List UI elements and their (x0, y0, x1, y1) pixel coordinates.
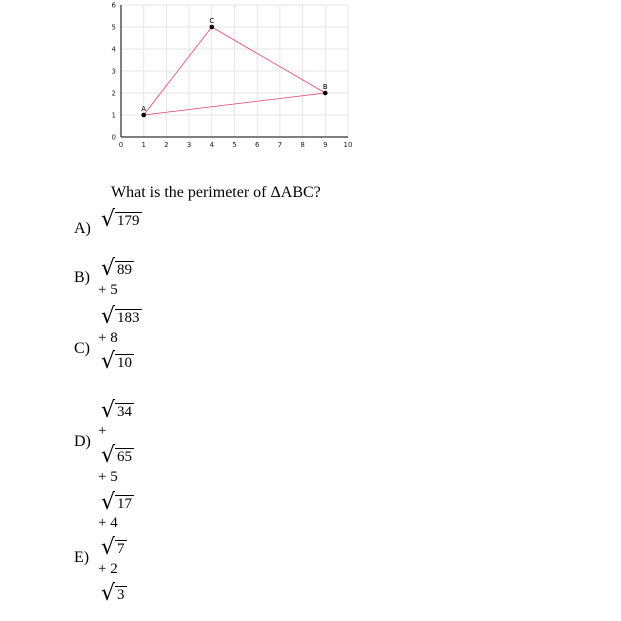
radicand: 179 (117, 213, 140, 229)
choice-c-letter[interactable]: C) (74, 340, 90, 357)
x-tick-label: 10 (343, 141, 353, 149)
sqrt-icon: √ (101, 304, 116, 329)
choice-e-term-1: + 4 (98, 515, 118, 531)
choice-a-radical-1 (101, 209, 142, 231)
y-tick-label: 2 (111, 89, 116, 98)
radicand: 7 (117, 541, 125, 557)
sqrt-icon: √ (101, 535, 116, 560)
point-a (141, 113, 146, 118)
x-tick-label: 2 (164, 141, 169, 149)
sqrt-icon: √ (101, 398, 116, 423)
coordinate-plot (0, 0, 360, 160)
sqrt-icon: √ (101, 443, 116, 468)
choice-e-letter[interactable]: E) (74, 549, 90, 566)
choice-d-radical-1 (101, 400, 134, 422)
sqrt-icon: √ (101, 581, 116, 606)
y-tick-label: 4 (111, 45, 116, 54)
x-tick-label: 6 (254, 141, 260, 149)
x-tick-label: 8 (300, 141, 305, 149)
point-b (323, 91, 328, 96)
sqrt-icon: √ (101, 490, 116, 515)
choice-e-radical-1 (101, 492, 134, 514)
y-tick-label: 3 (111, 67, 116, 76)
radicand: 17 (117, 496, 133, 512)
choice-b-term-1: + 5 (98, 282, 118, 298)
choice-e-radical-3 (101, 583, 127, 605)
choice-e-radical-2 (101, 537, 127, 559)
question-text: What is the perimeter of ΔABC? (111, 184, 321, 201)
radicand: 10 (117, 355, 133, 371)
point-label-a: A (141, 105, 147, 113)
point-label-c: C (209, 17, 215, 25)
choice-b-letter[interactable]: B) (74, 269, 90, 286)
sqrt-icon: √ (101, 349, 116, 374)
choice-c-radical-1 (101, 306, 142, 328)
x-tick-label: 9 (323, 141, 328, 149)
point-c (210, 25, 215, 30)
x-tick-label: 3 (186, 141, 192, 149)
y-tick-label: 0 (111, 133, 116, 142)
choice-c-term-1: + 8 (98, 330, 118, 346)
y-tick-label: 1 (111, 111, 116, 120)
sqrt-icon: √ (101, 207, 116, 232)
x-tick-label: 0 (118, 141, 124, 149)
choice-d-radical-2 (101, 445, 134, 467)
radicand: 183 (117, 310, 140, 326)
choice-d-letter[interactable]: D) (74, 433, 91, 450)
radicand: 65 (117, 449, 133, 465)
point-label-b: B (322, 83, 328, 91)
radicand: 3 (117, 587, 125, 603)
x-tick-label: 4 (209, 141, 215, 149)
y-tick-label: 6 (111, 1, 116, 10)
y-tick-label: 5 (111, 23, 116, 32)
radicand: 89 (117, 262, 133, 278)
choice-e-term-2: + 2 (98, 561, 118, 577)
plot-grid (121, 5, 348, 137)
choice-c-radical-2 (101, 351, 134, 373)
x-tick-label: 5 (232, 141, 237, 149)
choice-a-letter[interactable]: A) (74, 220, 91, 237)
x-tick-label: 7 (277, 141, 283, 149)
sqrt-icon: √ (101, 256, 116, 281)
choice-d-term-1: + (98, 423, 107, 439)
radicand: 34 (117, 404, 133, 420)
choice-d-term-2: + 5 (98, 469, 118, 485)
choice-b-radical-1 (101, 258, 134, 280)
x-tick-label: 1 (141, 141, 146, 149)
plot-ticks (112, 2, 353, 150)
